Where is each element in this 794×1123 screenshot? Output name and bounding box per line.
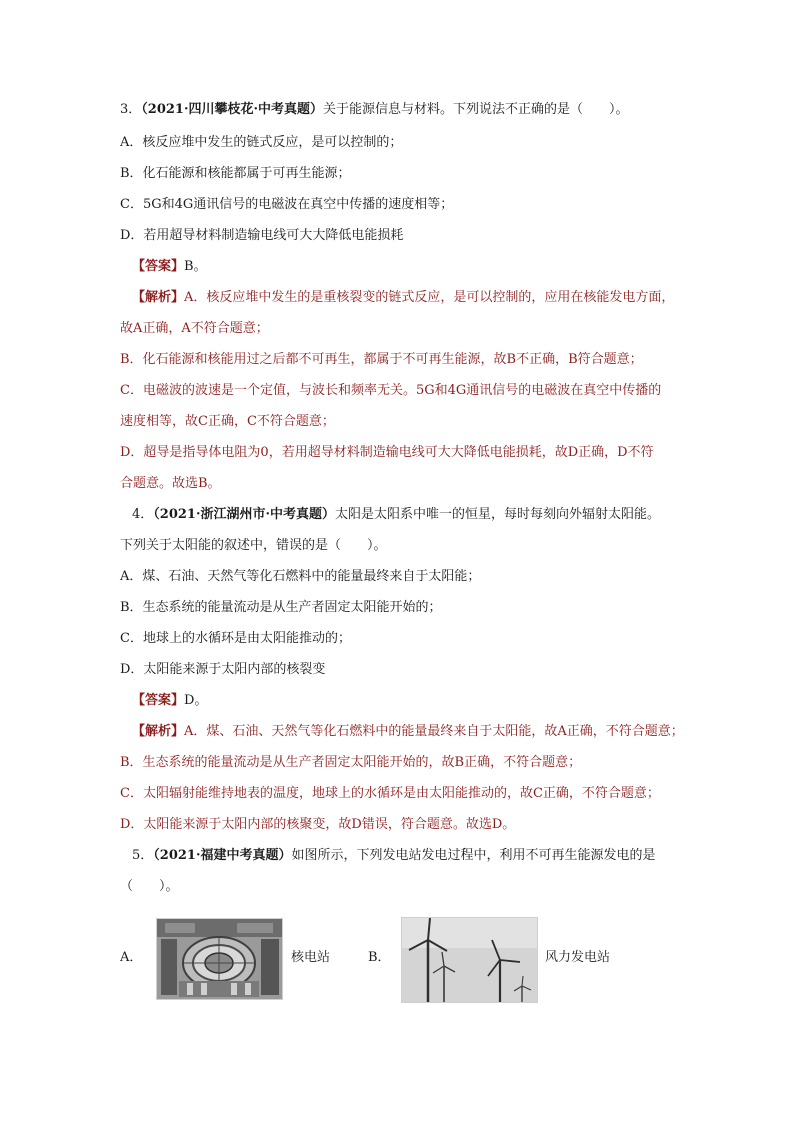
q4-option-b: B．生态系统的能量流动是从生产者固定太阳能开始的； xyxy=(120,600,442,615)
q3-explanation-1 xyxy=(132,288,674,308)
q4-option-c: C．地球上的水循环是由太阳能推动的； xyxy=(120,631,351,646)
q4-source: （2021·浙江湖州市·中考真题） xyxy=(153,507,336,522)
q4-explanation-4: D．太阳能来源于太阳内部的核聚变，故D错误，符合题意。故选D。 xyxy=(120,817,516,832)
q3-explanation-2: 故A正确，A不符合题意； xyxy=(120,321,269,336)
q4-stem-text-1: 太阳是太阳系中唯一的恒星，每时每刻向外辐射太阳能。 xyxy=(335,507,661,522)
q3-option-c: C．5G和4G通讯信号的电磁波在真空中传播的速度相等； xyxy=(120,197,454,212)
q5-option-b-label: 风力发电站 xyxy=(545,950,611,965)
q4-number: 4． xyxy=(132,507,154,522)
q4-stem-2: 下列关于太阳能的叙述中，错误的是（ ）。 xyxy=(120,538,387,553)
q3-answer-value: B。 xyxy=(184,259,207,274)
explanation-tag: 【解析】 xyxy=(132,290,185,305)
answer-tag: 【答案】 xyxy=(132,693,185,708)
q3-source: （2021·四川攀枝花·中考真题） xyxy=(141,102,324,117)
q4-stem xyxy=(132,505,660,525)
q4-option-d: D．太阳能来源于太阳内部的核裂变 xyxy=(120,662,326,677)
q4-exp-text-1: A．煤、石油、天然气等化石燃料中的能量最终来自于太阳能，故A正确，不符合题意； xyxy=(184,724,684,739)
q4-explanation-3: C．太阳辐射能维持地表的温度，地球上的水循环是由太阳能推动的，故C正确，不符合题意； xyxy=(120,786,660,801)
q3-option-d: D．若用超导材料制造输电线可大大降低电能损耗 xyxy=(120,228,404,243)
q5-option-a-letter: A． xyxy=(120,950,143,965)
explanation-tag: 【解析】 xyxy=(132,724,185,739)
nuclear-plant-image xyxy=(156,918,283,1000)
q5-stem-text-1: 如图所示，下列发电站发电过程中，利用不可再生能源发电的是 xyxy=(291,848,656,863)
wind-turbines-illustration xyxy=(402,918,537,1002)
answer-tag: 【答案】 xyxy=(132,259,185,274)
q3-answer xyxy=(132,257,207,277)
q3-explanation-3: B．化石能源和核能用过之后都不可再生，都属于不可再生能源，故B不正确，B符合题意； xyxy=(120,352,643,367)
q4-explanation-1 xyxy=(132,722,684,742)
q3-stem-text: 关于能源信息与材料。下列说法不正确的是（ ）。 xyxy=(323,102,629,117)
nuclear-plant-illustration xyxy=(157,919,282,999)
q3-option-a: A．核反应堆中发生的链式反应，是可以控制的； xyxy=(120,135,403,150)
q3-stem xyxy=(120,100,629,120)
wind-farm-image xyxy=(401,917,538,1003)
q5-option-a-label: 核电站 xyxy=(291,950,331,965)
q3-explanation-5: 速度相等，故C正确，C不符合题意； xyxy=(120,414,335,429)
q3-explanation-4: C．电磁波的波速是一个定值，与波长和频率无关。5G和4G通讯信号的电磁波在真空中传播的 xyxy=(120,383,662,398)
q4-explanation-2: B．生态系统的能量流动是从生产者固定太阳能开始的，故B正确，不符合题意； xyxy=(120,755,582,770)
q4-option-a: A．煤、石油、天然气等化石燃料中的能量最终来自于太阳能； xyxy=(120,569,481,584)
q3-option-b: B．化石能源和核能都属于可再生能源； xyxy=(120,166,351,181)
q4-answer xyxy=(132,691,207,711)
q5-source: （2021·福建中考真题） xyxy=(153,848,292,863)
q5-stem-2: （ ）。 xyxy=(120,879,179,894)
q5-stem xyxy=(132,846,656,866)
q5-option-b-letter: B． xyxy=(368,950,391,965)
q4-answer-value: D。 xyxy=(184,693,208,708)
q3-explanation-7: 合题意。故选B。 xyxy=(120,476,221,491)
q3-explanation-6: D．超导是指导体电阻为0，若用超导材料制造输电线可大大降低电能损耗，故D正确，D不符 xyxy=(120,445,654,460)
q3-number: 3． xyxy=(120,102,142,117)
q5-number: 5． xyxy=(132,848,154,863)
q3-exp-text-1: A．核反应堆中发生的是重核裂变的链式反应，是可以控制的，应用在核能发电方面， xyxy=(184,290,675,305)
